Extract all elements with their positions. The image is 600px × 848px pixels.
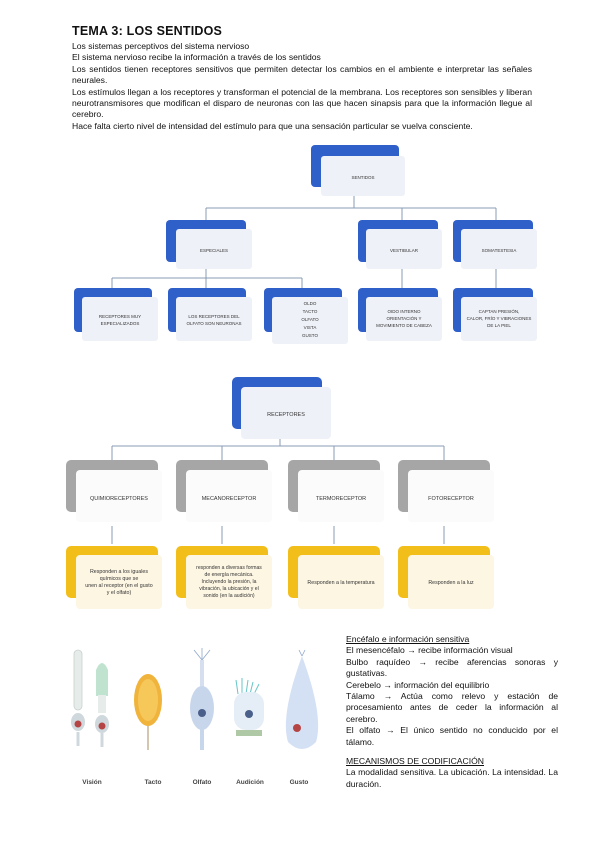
- node-label: VESTIBULAR: [389, 248, 419, 253]
- node-receptores-especializados: [74, 288, 158, 341]
- desc-termoreceptor: [288, 546, 384, 609]
- node-receptores-olfato: [168, 288, 252, 341]
- node-piel: [453, 288, 537, 341]
- node-mecanoreceptor: [176, 460, 272, 522]
- node-label: OLDO: [303, 301, 317, 306]
- receptor-cells-illustration: [71, 648, 318, 786]
- node-label: DE LA PIEL: [487, 323, 511, 328]
- page-title: TEMA 3: LOS SENTIDOS: [72, 24, 223, 38]
- cell-caption: Olfato: [192, 779, 212, 786]
- node-label: TACTO: [302, 309, 318, 314]
- node-label: MOVIMIENTO DE CABEZA: [376, 323, 432, 328]
- node-label: ESPECIALIZADOS: [100, 321, 140, 326]
- desc-label: responden a diversas formas: [196, 565, 262, 571]
- node-label: RECEPTORES MUY: [98, 314, 142, 319]
- node-label: QUIMIORECEPTORES: [90, 496, 148, 502]
- node-label: TERMORECEPTOR: [315, 496, 367, 502]
- node-label: GUSTO: [302, 333, 318, 338]
- node-receptores: [232, 377, 331, 439]
- node-label: ORIENTACIÓN Y: [386, 316, 422, 321]
- brain-info-text: [346, 634, 558, 790]
- node-especiales: [166, 220, 252, 269]
- section-heading: Encéfalo e información sensitiva: [346, 634, 470, 644]
- node-label: CAPTAN PRESIÓN,: [478, 309, 520, 314]
- node-vestibular: [358, 220, 442, 269]
- info-line: Cerebelo → información del equilibrio: [346, 679, 490, 690]
- node-label: RECEPTORES: [267, 412, 305, 418]
- olfaction-cell-icon: [190, 648, 214, 750]
- audition-cell-icon: [234, 678, 264, 736]
- node-label: FOTORECEPTOR: [428, 496, 474, 502]
- node-somatestesia: [453, 220, 537, 269]
- vision-cell-icon: [71, 650, 109, 747]
- node-label: CALOR, FRÍO Y VIBRACIONES: [466, 316, 532, 321]
- desc-label: y el olfato): [106, 590, 132, 596]
- desc-quimioreceptores: [66, 546, 162, 609]
- touch-cell-icon: [134, 674, 162, 750]
- desc-label: Incluyendo la presión, la: [201, 579, 257, 585]
- node-label: LOS RECEPTORES DEL: [188, 314, 240, 319]
- node-quimioreceptores: [66, 460, 162, 522]
- desc-label: vibración, la ubicación y el: [199, 586, 259, 592]
- info-line: Tálamo → Actúa como relevo y estación de procesamiento antes de ceder la información al cerebro.: [346, 691, 558, 724]
- node-label: MECANORECEPTOR: [201, 496, 257, 502]
- desc-label: Responden a los iguales: [89, 569, 149, 575]
- node-label: SENTIDOS: [351, 175, 375, 180]
- cell-caption: Tacto: [144, 779, 162, 786]
- section-heading: MECANISMOS DE CODIFICACIÓN: [346, 756, 484, 767]
- intro-line: Los estímulos llegan a los receptores y transforman el potencial de la membrana. Los receptores son sensibles y liberan neurotransmisores que modifican el disparo de neuronas con las que hacen sinapsis para que la información llegue al cerebro.: [72, 86, 532, 120]
- info-line: El mesencéfalo → recibe información visual: [346, 645, 513, 656]
- cell-caption: Visión: [82, 779, 102, 786]
- intro-line: Los sistemas perceptivos del sistema nervioso: [72, 41, 250, 51]
- node-label: OIDO INTERNO: [387, 309, 421, 314]
- cell-caption: Gusto: [289, 779, 309, 786]
- node-sentidos-lista: [264, 288, 348, 344]
- node-label: VISTA: [303, 325, 317, 330]
- desc-label: de energía mecánica.: [204, 572, 254, 578]
- intro-line: Los sentidos tienen receptores sensitivos que permiten detectar los cambios en el ambiente e interpretar las señales neurales.: [72, 63, 532, 86]
- node-fotoreceptor: [398, 460, 494, 522]
- node-label: SOMATESTESIA: [481, 248, 517, 253]
- info-line: Bulbo raquídeo → recibe aferencias sonoras y gustativas.: [346, 656, 558, 679]
- info-line: El olfato → El único sentido no conducido por el tálamo.: [346, 725, 558, 747]
- desc-label: sonido (en la audición): [203, 593, 255, 599]
- node-label: OLFATO SON NEURONAS: [186, 321, 242, 326]
- desc-label: químicos que se: [99, 576, 139, 582]
- desc-label: Responden a la temperatura: [307, 580, 375, 586]
- desc-fotoreceptor: [398, 546, 494, 609]
- desc-label: Responden a la luz: [428, 580, 474, 586]
- node-label: OLFATO: [301, 317, 319, 322]
- node-sentidos: [311, 145, 405, 196]
- node-label: ESPECIALES: [199, 248, 229, 253]
- desc-mecanoreceptor: [176, 546, 272, 609]
- intro-line: Hace falta cierto nivel de intensidad del estímulo para que una sensación particular se vuelva consciente.: [72, 120, 473, 131]
- taste-cell-icon: [286, 650, 318, 749]
- node-oido-interno: [358, 288, 442, 341]
- intro-line: El sistema nervioso recibe la información a través de los sentidos: [72, 52, 321, 63]
- cell-caption: Audición: [236, 779, 264, 786]
- info-line: La modalidad sensitiva. La ubicación. La intensidad. La duración.: [346, 767, 558, 789]
- desc-label: unen al receptor (en el gusto: [85, 583, 153, 589]
- node-termoreceptor: [288, 460, 384, 522]
